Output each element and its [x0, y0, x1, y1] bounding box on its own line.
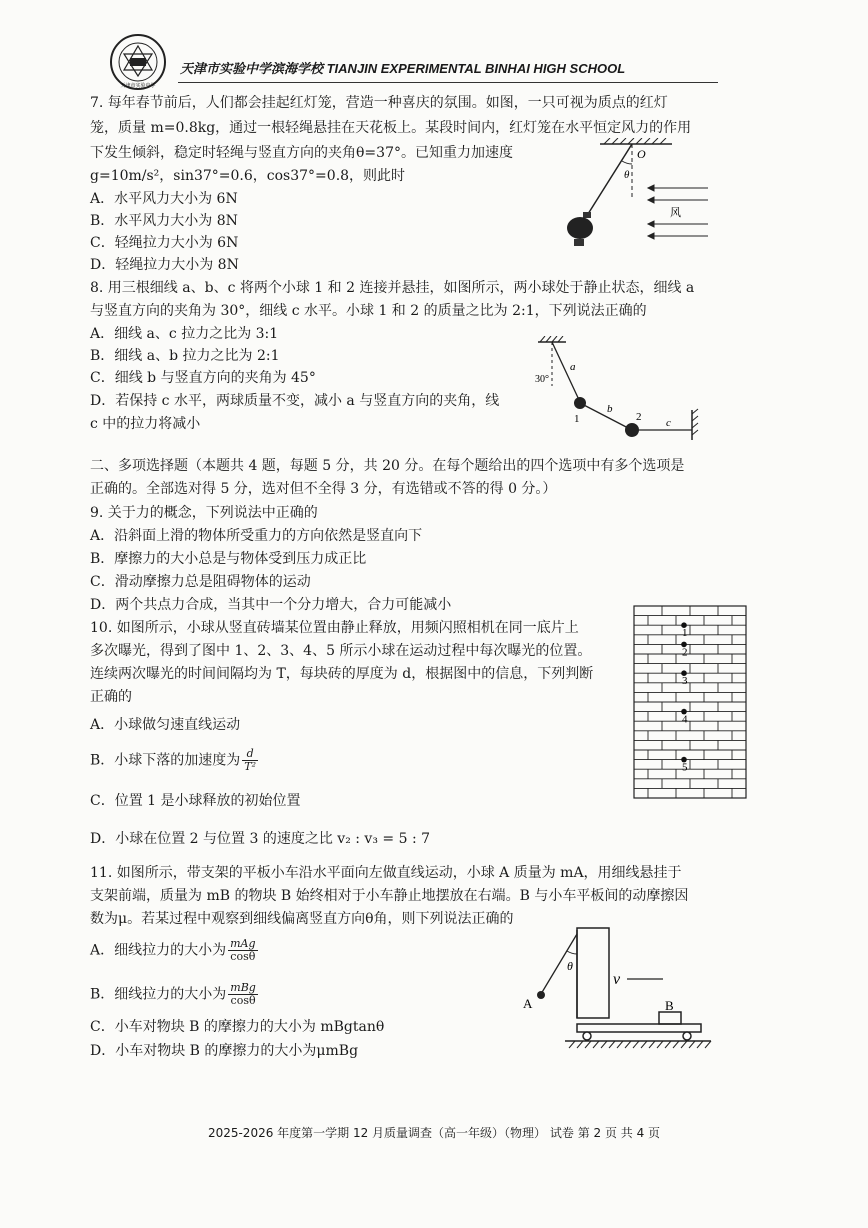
q11-b-label: B	[665, 998, 674, 1013]
school-name: 天津市实验中学滨海学校 TIANJIN EXPERIMENTAL BINHAI HIGH SCHOOL	[180, 61, 626, 76]
q11-a-label: A	[523, 996, 533, 1011]
ground-hatch	[609, 1041, 615, 1048]
q7-line4: g=10m/s²，sin37°=0.6，cos37°=0.8，则此时	[90, 168, 406, 184]
q11-option-d: D．小车对物块 B 的摩擦力的大小为μmBg	[90, 1043, 359, 1059]
q10-option-a: A．小球做匀速直线运动	[90, 717, 241, 733]
q9-option-d: D．两个共点力合成，当其中一个分力增大，合力可能减小	[90, 597, 452, 613]
q8-line1: 8. 用三根细线 a、b、c 将两个小球 1 和 2 连接并悬挂，如图所示，两小球处于静止状态，细线 a	[90, 280, 695, 296]
q7-lantern-figure	[540, 138, 720, 263]
q7-option-a: A．水平风力大小为 6N	[90, 191, 238, 207]
ground-hatch	[673, 1041, 679, 1048]
q8-a-label: a	[570, 361, 576, 373]
ball-position-label-4: 4	[682, 713, 688, 726]
ground-hatch	[593, 1041, 599, 1048]
q10-option-c: C．位置 1 是小球释放的初始位置	[90, 793, 301, 809]
q8-option-b: B．细线 a、b 拉力之比为 2:1	[90, 348, 280, 364]
q11-option-a-fraction	[228, 938, 257, 963]
q11-line1: 11. 如图所示，带支架的平板小车沿水平面向左做直线运动，小球 A 质量为 mA，用细线悬挂于	[90, 865, 682, 881]
logo-text: 天津市实验中学	[120, 84, 156, 89]
ground-hatch	[689, 1041, 695, 1048]
q10-option-d: D．小球在位置 2 与位置 3 的速度之比 v₂ : v₃ = 5 : 7	[90, 831, 431, 847]
q7-line1: 7. 每年春节前后，人们都会挂起红灯笼，营造一种喜庆的氛围。如图，一只可视为质点的红灯	[90, 95, 668, 111]
q11-cart-figure	[515, 922, 715, 1052]
q11-line3: 数为μ。若某过程中观察到细线偏离竖直方向θ角，则下列说法正确的	[90, 911, 514, 927]
section2-line2: 正确的。全部选对得 5 分，选对但不全得 3 分，有选错或不答的得 0 分。）	[90, 481, 557, 497]
q11-a-numerator: mAg	[230, 937, 256, 950]
q10-line4: 正确的	[90, 689, 132, 705]
q7-line2: 笼，质量 m=0.8kg，通过一根轻绳悬挂在天花板上。某段时间内，红灯笼在水平恒定风力的作用	[90, 120, 692, 136]
q8-angle-label: 30°	[535, 374, 549, 385]
q8-line2: 与竖直方向的夹角为 30°，细线 c 水平。小球 1 和 2 的质量之比为 2:1，下列说法正确的	[90, 303, 647, 319]
ground-hatch	[649, 1041, 655, 1048]
q11-v-label: v	[613, 971, 621, 988]
q10-line1: 10. 如图所示，小球从竖直砖墙某位置由静止释放，用频闪照相机在同一底片上	[90, 620, 579, 636]
ground-hatch	[585, 1041, 591, 1048]
q8-ball1-label: 1	[574, 413, 580, 425]
q11-option-a-text: A．细线拉力的大小为	[90, 942, 227, 959]
ground-hatch	[577, 1041, 583, 1048]
page-footer: 2025-2026 年度第一学期 12 月质量调查（高一年级）（物理） 试卷 第 2 页 共 4 页	[207, 1126, 661, 1140]
q10-line3: 连续两次曝光的时间间隔均为 T，每块砖的厚度为 d，根据图中的信息，下列判断	[90, 666, 594, 682]
ball-position-label-2: 2	[682, 646, 688, 659]
q8-option-d-line1: D．若保持 c 水平，两球质量不变，减小 a 与竖直方向的夹角，线	[90, 393, 500, 409]
ground-hatch	[705, 1041, 711, 1048]
ground-hatch	[681, 1041, 687, 1048]
q7-wind-label: 风	[670, 207, 681, 219]
q11-line2: 支架前端，质量为 mB 的物块 B 始终相对于小车静止地摆放在右端。B 与小车平板间的动摩擦因	[90, 888, 689, 904]
q10-option-b-text: B．小球下落的加速度为	[90, 752, 241, 769]
q7-o-label: O	[637, 147, 646, 161]
q11-option-b-fraction	[228, 982, 258, 1007]
q11-option-c: C．小车对物块 B 的摩擦力的大小为 mBgtanθ	[90, 1019, 385, 1035]
ground-hatch	[657, 1041, 663, 1048]
ground-hatch	[697, 1041, 703, 1048]
q11-option-b	[90, 982, 260, 1007]
q10-b-numerator: d	[242, 748, 258, 761]
q8-c-label: c	[666, 417, 671, 429]
school-logo	[108, 32, 168, 92]
q11-a-denominator: cosθ	[230, 950, 256, 963]
q8-b-label: b	[607, 403, 613, 415]
ground-hatch	[625, 1041, 631, 1048]
q8-option-c: C．细线 b 与竖直方向的夹角为 45°	[90, 370, 316, 386]
ground-hatch	[665, 1041, 671, 1048]
header-divider	[178, 82, 718, 83]
q11-option-b-text: B．细线拉力的大小为	[90, 986, 227, 1003]
q11-b-denominator: cosθ	[230, 994, 256, 1007]
page-header	[108, 28, 748, 98]
q10-option-b-fraction	[242, 748, 258, 773]
q10-option-b	[90, 748, 260, 773]
q9-line1: 9. 关于力的概念，下列说法中正确的	[90, 505, 318, 521]
ground-hatch	[641, 1041, 647, 1048]
q8-ball2-label: 2	[636, 411, 642, 423]
section2-line1: 二、多项选择题（本题共 4 题，每题 5 分，共 20 分。在每个题给出的四个选项中有多个选项是	[90, 458, 685, 474]
q11-b-numerator: mBg	[230, 981, 256, 994]
q9-option-b: B．摩擦力的大小总是与物体受到压力成正比	[90, 551, 367, 567]
ground-hatch	[569, 1041, 575, 1048]
q8-two-balls-figure	[530, 336, 710, 441]
q7-option-b: B．水平风力大小为 8N	[90, 213, 238, 229]
ball-position-label-3: 3	[682, 675, 688, 688]
ball-position-label-1: 1	[682, 627, 688, 640]
q9-option-a: A．沿斜面上滑的物体所受重力的方向依然是竖直向下	[90, 528, 423, 544]
ground-hatch	[633, 1041, 639, 1048]
q10-line2: 多次曝光，得到了图中 1、2、3、4、5 所示小球在运动过程中每次曝光的位置。	[90, 643, 592, 659]
q10-b-denominator: T²	[244, 760, 257, 773]
q9-option-c: C．滑动摩擦力总是阻碍物体的运动	[90, 574, 311, 590]
q11-theta-label: θ	[567, 959, 573, 973]
ground-hatch	[601, 1041, 607, 1048]
q8-option-a: A．细线 a、c 拉力之比为 3:1	[90, 326, 279, 342]
q11-option-a	[90, 938, 260, 963]
q7-option-d: D．轻绳拉力大小为 8N	[90, 257, 239, 273]
ground-hatch	[617, 1041, 623, 1048]
ball-position-label-5: 5	[682, 761, 688, 774]
q7-line3: 下发生倾斜，稳定时轻绳与竖直方向的夹角θ=37°。已知重力加速度	[90, 145, 513, 161]
q7-option-c: C．轻绳拉力大小为 6N	[90, 235, 239, 251]
q7-theta-label: θ	[624, 169, 630, 181]
q10-brick-wall-figure	[632, 604, 752, 800]
q8-option-d-line2: c 中的拉力将减小	[90, 416, 201, 432]
